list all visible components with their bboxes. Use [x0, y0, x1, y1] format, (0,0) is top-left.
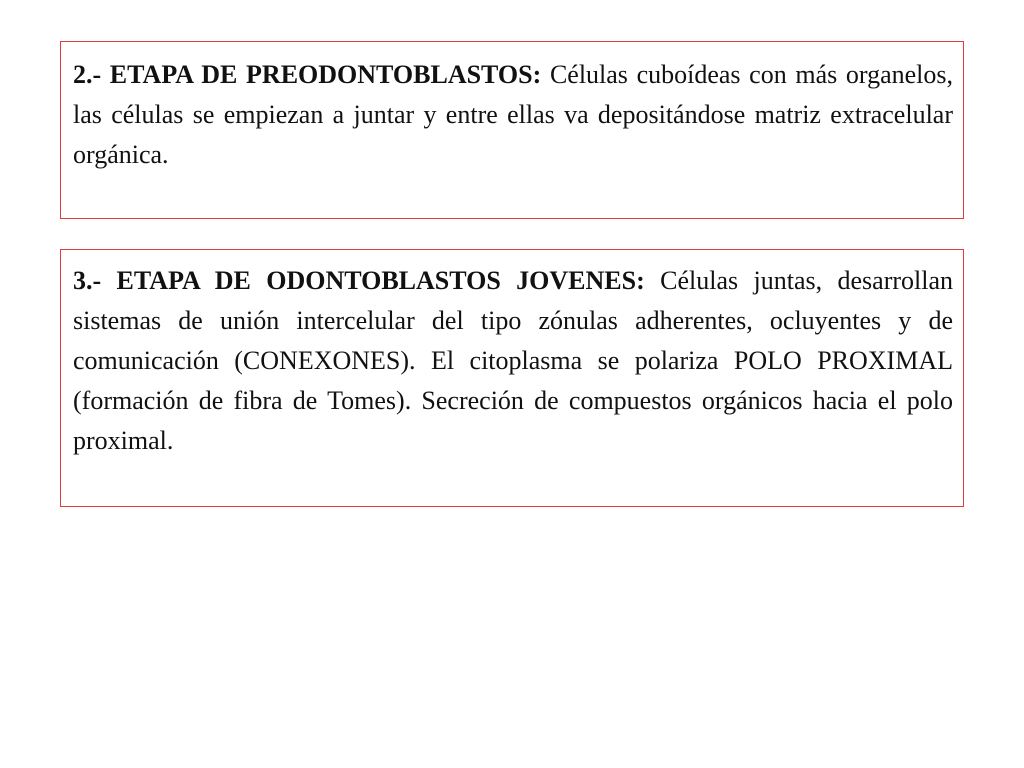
odontoblastos-jovenes-body: Células juntas, desarrollan sistemas de unión intercelular del tipo zónulas adherentes, ocluyentes y de comunicación (CONEXONES). El citoplasma se polariza POLO PROXIMAL (formación de fibra de Tomes). Secreción de compuestos orgánicos hacia el polo proximal.	[73, 266, 954, 455]
preodontoblastos-box	[60, 41, 964, 219]
odontoblastos-jovenes-box	[60, 249, 964, 507]
odontoblastos-jovenes-heading: 3.- ETAPA DE ODONTOBLASTOS JOVENES:	[73, 266, 645, 295]
preodontoblastos-body: Células cuboídeas con más organelos, las células se empiezan a juntar y entre ellas va depositándose matriz extracelular orgánica.	[73, 60, 954, 169]
preodontoblastos-heading: 2.- ETAPA DE PREODONTOBLASTOS:	[73, 60, 542, 89]
